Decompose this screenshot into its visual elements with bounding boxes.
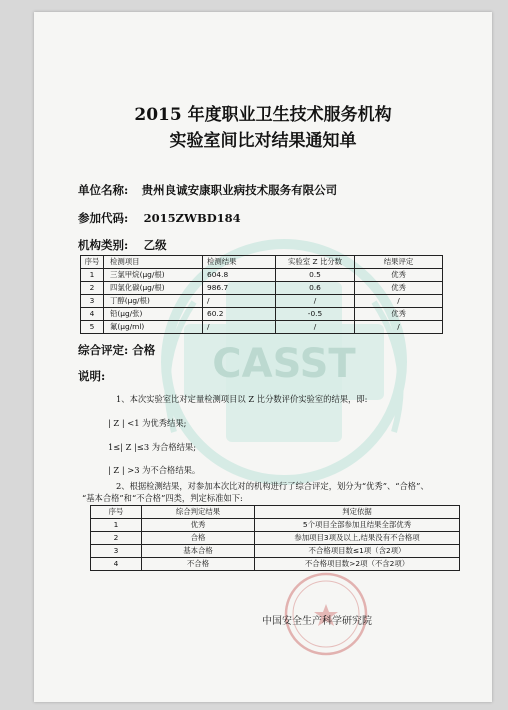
table-row xyxy=(81,282,443,295)
cell: 4 xyxy=(81,308,104,321)
cell: 不合格项目数>2项（不含2项） xyxy=(255,558,460,571)
overall-assessment xyxy=(78,342,155,358)
cell: 优秀 xyxy=(355,308,443,321)
header-cell: 综合判定结果 xyxy=(142,506,255,519)
table-row xyxy=(81,269,443,282)
note-line-6: “基本合格”和“不合格”四类，判定标准如下: xyxy=(82,493,243,503)
cell: 基本合格 xyxy=(142,545,255,558)
rating-header-row xyxy=(91,506,460,519)
cell: 优秀 xyxy=(355,269,443,282)
cell: 2 xyxy=(81,282,104,295)
cell: 60.2 xyxy=(203,308,276,321)
cell: 0.5 xyxy=(276,269,355,282)
cell: 不合格项目数≤1项（含2项） xyxy=(255,545,460,558)
results-table xyxy=(80,255,443,334)
note-line-1: 1、本次实验室比对定量检测项目以 Z 比分数评价实验室的结果，即: xyxy=(116,394,368,404)
header-cell: 实验室 Z 比分数 xyxy=(276,256,355,269)
cell: 参加项目3项及以上,结果没有不合格项 xyxy=(255,532,460,545)
results-header-row xyxy=(81,256,443,269)
cell: 优秀 xyxy=(355,282,443,295)
participant-code-value: 2015ZWBD184 xyxy=(143,211,241,225)
cell: 氟(μg/ml) xyxy=(104,321,203,334)
cell: / xyxy=(203,295,276,308)
cell: 三氯甲烷(μg/根) xyxy=(104,269,203,282)
unit-name-field xyxy=(78,182,337,198)
cell: 优秀 xyxy=(142,519,255,532)
category-label: 机构类别: xyxy=(78,238,129,252)
table-row xyxy=(91,519,460,532)
watermark-text: CASST xyxy=(212,341,356,387)
cell: / xyxy=(276,321,355,334)
cell: / xyxy=(276,295,355,308)
unit-name-label: 单位名称: xyxy=(78,183,129,197)
cell: 3 xyxy=(81,295,104,308)
note-line-4: | Z | >3 为不合格结果。 xyxy=(108,465,201,475)
header-cell: 判定依据 xyxy=(255,506,460,519)
cell: 铅(μg/张) xyxy=(104,308,203,321)
header-cell: 序号 xyxy=(91,506,142,519)
cell: 3 xyxy=(91,545,142,558)
table-row xyxy=(91,545,460,558)
note-line-3: 1≤| Z |≤3 为合格结果; xyxy=(108,442,197,452)
cell: 5个项目全部参加且结果全部优秀 xyxy=(255,519,460,532)
header-cell: 结果评定 xyxy=(355,256,443,269)
header-cell: 检测项目 xyxy=(104,256,203,269)
cell: / xyxy=(355,295,443,308)
overall-value: 合格 xyxy=(132,343,156,357)
document-page xyxy=(34,12,492,702)
cell: 0.6 xyxy=(276,282,355,295)
note-line-2: | Z | <1 为优秀结果; xyxy=(108,418,187,428)
cell: / xyxy=(203,321,276,334)
notes-heading: 说明: xyxy=(78,369,106,383)
title-line-2: 实验室间比对结果通知单 xyxy=(169,131,357,151)
note-line-5: 2、根据检测结果，对参加本次比对的机构进行了综合评定，划分为“优秀”、“合格”、 xyxy=(116,481,429,491)
cell: 4 xyxy=(91,558,142,571)
table-row xyxy=(91,558,460,571)
overall-label: 综合评定: xyxy=(78,343,129,357)
cell: / xyxy=(355,321,443,334)
cell: -0.5 xyxy=(276,308,355,321)
cell: 不合格 xyxy=(142,558,255,571)
cell: 604.8 xyxy=(203,269,276,282)
cell: 1 xyxy=(91,519,142,532)
cell: 合格 xyxy=(142,532,255,545)
table-row xyxy=(91,532,460,545)
cell: 2 xyxy=(91,532,142,545)
header-cell: 序号 xyxy=(81,256,104,269)
category-field xyxy=(78,237,167,253)
rating-criteria-table xyxy=(90,505,460,571)
header-cell: 检测结果 xyxy=(203,256,276,269)
cell: 986.7 xyxy=(203,282,276,295)
category-value: 乙级 xyxy=(143,238,167,252)
issuing-organization: 中国安全生产科学研究院 xyxy=(262,616,372,627)
cell: 5 xyxy=(81,321,104,334)
participant-code-label: 参加代码: xyxy=(78,211,129,225)
title-line-1: 2015 年度职业卫生技术服务机构 xyxy=(134,105,392,125)
table-row xyxy=(81,321,443,334)
cell: 丁醇(μg/根) xyxy=(104,295,203,308)
participant-code-field xyxy=(78,210,241,226)
table-row xyxy=(81,295,443,308)
unit-name-value: 贵州良诚安康职业病技术服务有限公司 xyxy=(141,183,338,197)
cell: 1 xyxy=(81,269,104,282)
cell: 四氯化碳(μg/根) xyxy=(104,282,203,295)
table-row xyxy=(81,308,443,321)
